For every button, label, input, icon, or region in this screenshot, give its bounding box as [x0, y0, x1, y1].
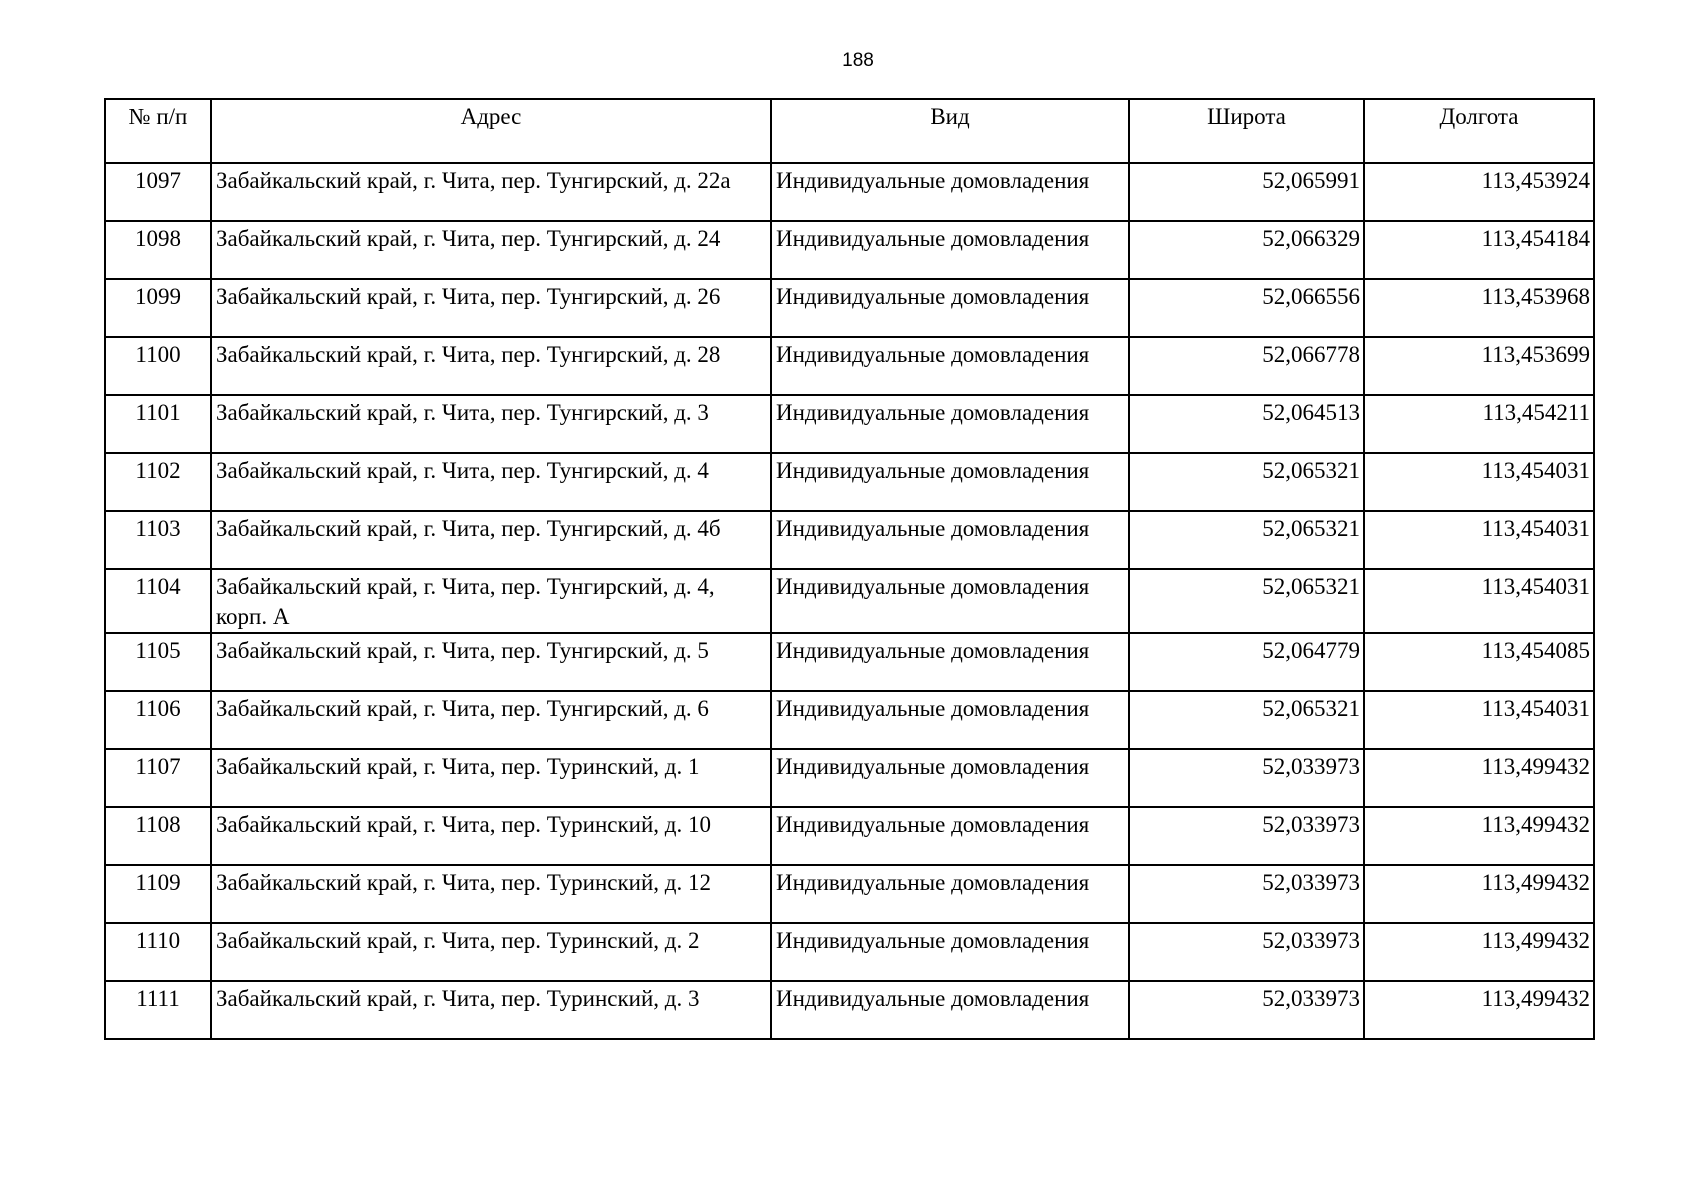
cell-latitude: 52,065321 — [1129, 511, 1364, 569]
cell-latitude: 52,033973 — [1129, 807, 1364, 865]
header-num: № п/п — [105, 99, 211, 163]
cell-address: Забайкальский край, г. Чита, пер. Тунгирский, д. 4 — [211, 453, 771, 511]
cell-num: 1106 — [105, 691, 211, 749]
cell-num: 1103 — [105, 511, 211, 569]
cell-num: 1101 — [105, 395, 211, 453]
header-address: Адрес — [211, 99, 771, 163]
table-row — [105, 569, 1594, 633]
cell-address: Забайкальский край, г. Чита, пер. Тунгирский, д. 26 — [211, 279, 771, 337]
cell-longitude: 113,454184 — [1364, 221, 1594, 279]
cell-address: Забайкальский край, г. Чита, пер. Тунгирский, д. 4, корп. А — [211, 569, 771, 633]
cell-kind: Индивидуальные домовладения — [771, 511, 1129, 569]
table-header-row — [105, 99, 1594, 163]
header-longitude: Долгота — [1364, 99, 1594, 163]
cell-num: 1109 — [105, 865, 211, 923]
cell-latitude: 52,066556 — [1129, 279, 1364, 337]
cell-latitude: 52,064779 — [1129, 633, 1364, 691]
cell-num: 1099 — [105, 279, 211, 337]
cell-kind: Индивидуальные домовладения — [771, 807, 1129, 865]
cell-longitude: 113,453968 — [1364, 279, 1594, 337]
cell-kind: Индивидуальные домовладения — [771, 221, 1129, 279]
table-row — [105, 395, 1594, 453]
cell-kind: Индивидуальные домовладения — [771, 749, 1129, 807]
cell-longitude: 113,499432 — [1364, 807, 1594, 865]
cell-longitude: 113,499432 — [1364, 865, 1594, 923]
cell-latitude: 52,033973 — [1129, 749, 1364, 807]
cell-kind: Индивидуальные домовладения — [771, 279, 1129, 337]
cell-latitude: 52,033973 — [1129, 865, 1364, 923]
cell-address: Забайкальский край, г. Чита, пер. Тунгирский, д. 24 — [211, 221, 771, 279]
cell-longitude: 113,454031 — [1364, 691, 1594, 749]
cell-address: Забайкальский край, г. Чита, пер. Туринский, д. 10 — [211, 807, 771, 865]
cell-latitude: 52,065321 — [1129, 453, 1364, 511]
page-number: 188 — [842, 50, 874, 71]
cell-kind: Индивидуальные домовладения — [771, 691, 1129, 749]
cell-longitude: 113,454085 — [1364, 633, 1594, 691]
cell-num: 1100 — [105, 337, 211, 395]
cell-longitude: 113,454211 — [1364, 395, 1594, 453]
cell-longitude: 113,499432 — [1364, 981, 1594, 1039]
cell-address: Забайкальский край, г. Чита, пер. Тунгирский, д. 5 — [211, 633, 771, 691]
cell-num: 1104 — [105, 569, 211, 633]
cell-address: Забайкальский край, г. Чита, пер. Тунгирский, д. 6 — [211, 691, 771, 749]
cell-longitude: 113,453924 — [1364, 163, 1594, 221]
cell-latitude: 52,066329 — [1129, 221, 1364, 279]
cell-latitude: 52,066778 — [1129, 337, 1364, 395]
header-kind: Вид — [771, 99, 1129, 163]
cell-kind: Индивидуальные домовладения — [771, 337, 1129, 395]
cell-address: Забайкальский край, г. Чита, пер. Туринский, д. 12 — [211, 865, 771, 923]
cell-kind: Индивидуальные домовладения — [771, 569, 1129, 633]
cell-address: Забайкальский край, г. Чита, пер. Туринский, д. 2 — [211, 923, 771, 981]
cell-longitude: 113,454031 — [1364, 569, 1594, 633]
cell-num: 1111 — [105, 981, 211, 1039]
table-row — [105, 981, 1594, 1039]
address-registry-table — [104, 98, 1595, 1040]
header-latitude: Широта — [1129, 99, 1364, 163]
cell-kind: Индивидуальные домовладения — [771, 981, 1129, 1039]
cell-address: Забайкальский край, г. Чита, пер. Тунгирский, д. 22а — [211, 163, 771, 221]
table-row — [105, 749, 1594, 807]
cell-kind: Индивидуальные домовладения — [771, 453, 1129, 511]
table-row — [105, 453, 1594, 511]
table-row — [105, 163, 1594, 221]
cell-latitude: 52,065321 — [1129, 691, 1364, 749]
cell-num: 1098 — [105, 221, 211, 279]
table-row — [105, 807, 1594, 865]
cell-longitude: 113,499432 — [1364, 923, 1594, 981]
cell-address: Забайкальский край, г. Чита, пер. Туринский, д. 1 — [211, 749, 771, 807]
cell-num: 1110 — [105, 923, 211, 981]
table-row — [105, 337, 1594, 395]
cell-address: Забайкальский край, г. Чита, пер. Туринский, д. 3 — [211, 981, 771, 1039]
cell-latitude: 52,033973 — [1129, 981, 1364, 1039]
cell-num: 1105 — [105, 633, 211, 691]
table-row — [105, 279, 1594, 337]
table-row — [105, 865, 1594, 923]
cell-num: 1107 — [105, 749, 211, 807]
cell-kind: Индивидуальные домовладения — [771, 923, 1129, 981]
cell-longitude: 113,454031 — [1364, 453, 1594, 511]
cell-kind: Индивидуальные домовладения — [771, 163, 1129, 221]
cell-longitude: 113,454031 — [1364, 511, 1594, 569]
cell-num: 1102 — [105, 453, 211, 511]
cell-latitude: 52,064513 — [1129, 395, 1364, 453]
table-row — [105, 691, 1594, 749]
cell-num: 1097 — [105, 163, 211, 221]
cell-latitude: 52,033973 — [1129, 923, 1364, 981]
table-row — [105, 923, 1594, 981]
cell-latitude: 52,065991 — [1129, 163, 1364, 221]
cell-address: Забайкальский край, г. Чита, пер. Тунгирский, д. 4б — [211, 511, 771, 569]
cell-latitude: 52,065321 — [1129, 569, 1364, 633]
cell-kind: Индивидуальные домовладения — [771, 395, 1129, 453]
table-row — [105, 511, 1594, 569]
cell-num: 1108 — [105, 807, 211, 865]
cell-longitude: 113,453699 — [1364, 337, 1594, 395]
cell-address: Забайкальский край, г. Чита, пер. Тунгирский, д. 28 — [211, 337, 771, 395]
table-row — [105, 221, 1594, 279]
table-row — [105, 633, 1594, 691]
cell-kind: Индивидуальные домовладения — [771, 633, 1129, 691]
table-body — [105, 163, 1594, 1039]
cell-address: Забайкальский край, г. Чита, пер. Тунгирский, д. 3 — [211, 395, 771, 453]
cell-kind: Индивидуальные домовладения — [771, 865, 1129, 923]
cell-longitude: 113,499432 — [1364, 749, 1594, 807]
